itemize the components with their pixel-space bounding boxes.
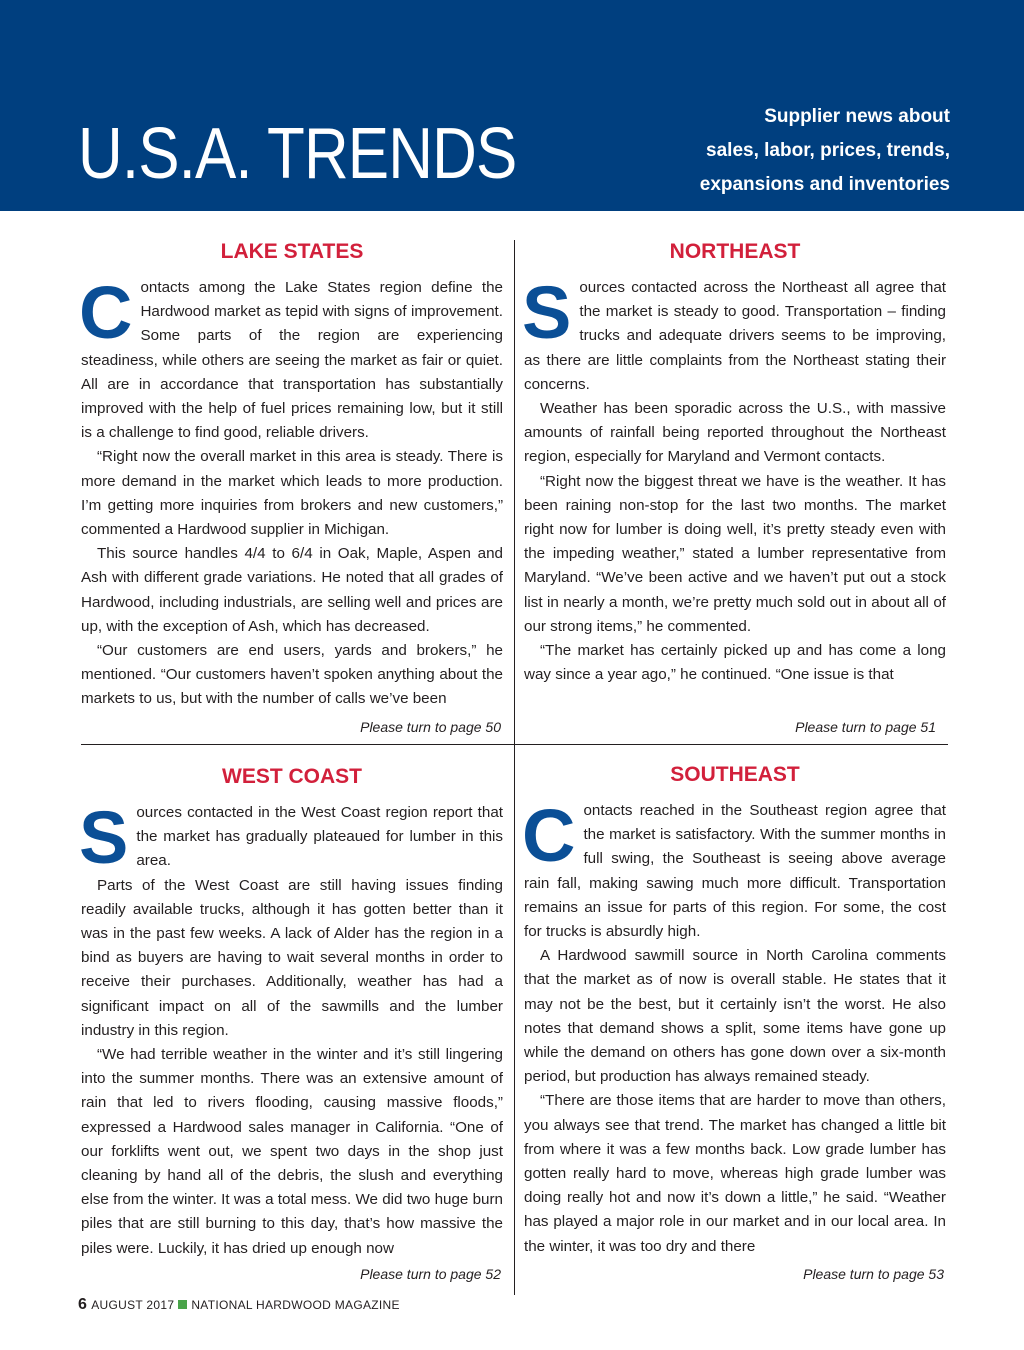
square-bullet-icon bbox=[178, 1300, 187, 1309]
column-divider-bottom bbox=[514, 745, 515, 1295]
drop-cap: C bbox=[522, 794, 576, 877]
article-body bbox=[79, 271, 503, 712]
header-banner bbox=[0, 0, 1024, 211]
section-title: WEST COAST bbox=[222, 765, 362, 788]
continuation-note: Please turn to page 52 bbox=[360, 1266, 501, 1282]
continuation-note: Please turn to page 51 bbox=[795, 719, 936, 735]
section-title: SOUTHEAST bbox=[670, 763, 800, 786]
issue-date: AUGUST 2017 bbox=[91, 1298, 175, 1312]
section-lake-states bbox=[81, 240, 503, 736]
drop-cap: S bbox=[522, 271, 572, 354]
article-body bbox=[522, 794, 946, 1259]
section-northeast bbox=[524, 240, 946, 736]
paragraph: Contacts reached in the Southeast region agree that the market is satisfactory. With the summer months in full swing, the Southeast is seeing above average rain fall, making sawing much more difficult. Transportation remains an issue for parts of this region. For some, the cost for trucks is absurdly high. bbox=[522, 794, 946, 941]
paragraph: Parts of the West Coast are still having issues finding readily available trucks, although it has gotten better than it was in the past few weeks. A lack of Alder has the region in a bind as buyers are having to wait several months in order to receive their purchases. Additionally, weather has had a significant impact on all of the sawmills and the lumber industry in this region. bbox=[81, 876, 503, 1039]
article-body bbox=[522, 271, 946, 687]
section-title: LAKE STATES bbox=[220, 240, 364, 263]
paragraph: “We had terrible weather in the winter and it’s still lingering into the summer months. There was an extensive amount of rain that led to rivers flooding, causing massive floods,” expressed a Hardwood sales manager in California. “One of our forklifts went out, we spent two days in the shop just cleaning by hand all of the debris, the slush and everything else from the winter. It was a total mess. We did two huge burn piles that are still burning to this day, that’s how massive the piles were. Luckily, it has dried up enough now bbox=[81, 1046, 503, 1257]
paragraph: “Our customers are end users, yards and brokers,” he mentioned. “Our customers haven’t spoken anything about the markets to us, but with the number of calls we’ve been bbox=[81, 642, 503, 708]
column-divider-top bbox=[514, 240, 515, 744]
tagline-line: sales, labor, prices, trends, bbox=[706, 140, 950, 161]
continuation-note: Please turn to page 50 bbox=[360, 719, 501, 735]
continuation-note: Please turn to page 53 bbox=[803, 1266, 944, 1282]
paragraph: Weather has been sporadic across the U.S., with massive amounts of rainfall being reported throughout the Northeast region, especially for Maryland and Vermont contacts. bbox=[524, 400, 946, 466]
tagline bbox=[630, 100, 950, 202]
section-southeast bbox=[524, 763, 946, 1283]
tagline-line: expansions and inventories bbox=[699, 174, 950, 195]
paragraph: “Right now the overall market in this area is steady. There is more demand in the market which leads to more production. I’m getting more inquiries from brokers and new customers,” commented a Hardwood supplier in Michigan. bbox=[81, 448, 503, 539]
page-footer bbox=[78, 1297, 400, 1313]
publication-name: NATIONAL HARDWOOD MAGAZINE bbox=[191, 1298, 400, 1312]
section-west-coast bbox=[81, 765, 503, 1285]
paragraph: Contacts among the Lake States region define the Hardwood market as tepid with signs of improvement. Some parts of the region are experiencing steadiness, while others are seeing the market as fair or quiet. All are in accordance that transportation has substantially improved with the help of fuel prices remaining low, but it still is a challenge to find good, reliable drivers. bbox=[79, 271, 503, 442]
paragraph: Sources contacted across the Northeast all agree that the market is steady to good. Transportation – finding trucks and adequate drivers seems to be improving, as there are little complaints from the Northeast stating their concerns. bbox=[522, 271, 946, 393]
drop-cap: C bbox=[79, 271, 133, 354]
article-body bbox=[79, 796, 503, 1261]
page-number: 6 bbox=[78, 1296, 88, 1313]
tagline-line: Supplier news about bbox=[764, 106, 950, 127]
paragraph: “There are those items that are harder to move than others, you always see that trend. The market has changed a little bit from where it was a few months back. Low grade lumber has gotten really hard to move, whereas high grade lumber was doing really hot and now it’s down a little,” he said. “Weather has played a major role in our market and in our local area. In the winter, it was too dry and there bbox=[524, 1092, 946, 1255]
paragraph: “Right now the biggest threat we have is the weather. It has been raining non-stop for the last two months. The market right now for lumber is doing well, it’s pretty steady even with the impeding weather,” stated a lumber representative from Maryland. “We’ve been active and we haven’t put out a stock list in nearly a month, we’re pretty much sold out in about all of our strong items,” he commented. bbox=[524, 472, 946, 635]
drop-cap: S bbox=[79, 796, 129, 879]
paragraph: A Hardwood sawmill source in North Carolina comments that the market as of now is overall stable. He states that it may not be the best, but it certainly isn’t the worst. He also notes that demand shows a split, some items have gone up while the demand on others has gone down over a six-month period, but production has always remained steady. bbox=[524, 947, 946, 1086]
paragraph: “The market has certainly picked up and has come a long way since a year ago,” he continued. “One issue is that bbox=[524, 642, 946, 684]
paragraph: Sources contacted in the West Coast region report that the market has gradually plateaued for lumber in this area. bbox=[79, 796, 503, 879]
section-title: NORTHEAST bbox=[669, 240, 801, 263]
page-title: U.S.A. TRENDS bbox=[78, 114, 517, 194]
paragraph: This source handles 4/4 to 6/4 in Oak, Maple, Aspen and Ash with different grade variations. He noted that all grades of Hardwood, including industrials, are selling well and prices are up, with the exception of Ash, which has decreased. bbox=[81, 545, 503, 635]
